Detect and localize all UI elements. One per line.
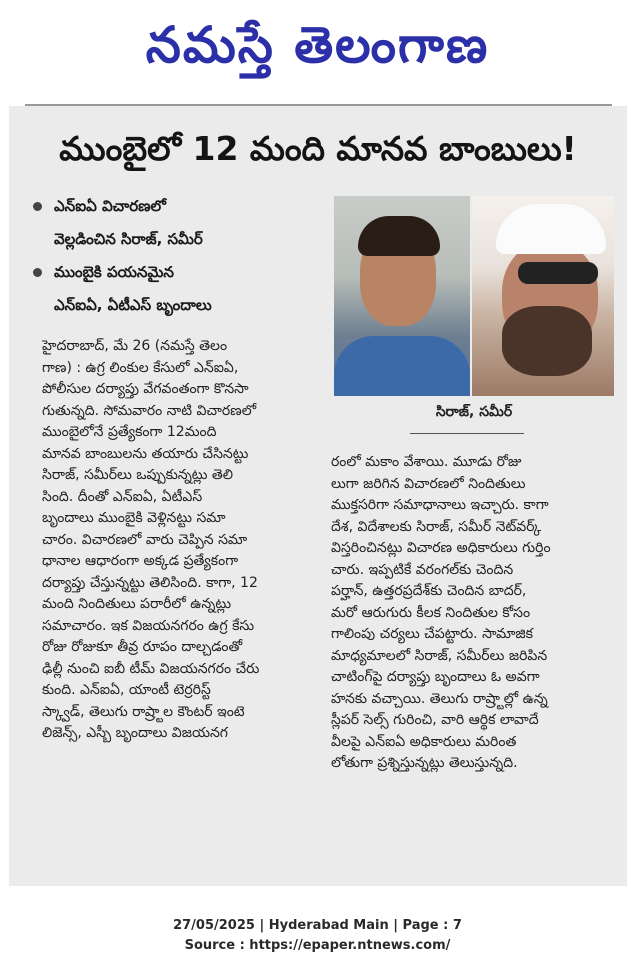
- bullet-dot-icon: [33, 202, 42, 211]
- bullet-item: [30, 256, 330, 322]
- text-line: ముక్తసరిగా సమాధానాలు ఇచ్చారు. కాగా: [331, 497, 549, 513]
- text-line: లోతుగా ప్రశ్నిస్తున్నట్లు తెలుస్తున్నది.: [331, 755, 518, 771]
- text-line: లిజెన్స్, ఎస్బీ బృందాలు విజయనగ: [42, 725, 228, 741]
- article-bullets: [30, 190, 330, 322]
- text-line: బృందాలు ముంబైకి వెళ్లినట్టు సమా: [42, 510, 226, 526]
- text-line: మరో ఆరుగురు కీలక నిందితుల కోసం: [331, 604, 531, 621]
- text-line: గాణ) : ఉగ్ర లింకుల కేసులో ఎన్ఐఏ,: [42, 359, 239, 376]
- text-line: హైదరాబాద్, మే 26 (నమస్తే తెలం: [42, 338, 228, 354]
- text-line: మంది నిందితులు పరారీలో ఉన్నట్లు: [42, 596, 232, 612]
- text-line: పోలీసుల దర్యాప్తు వేగవంతంగా కొనసా: [42, 381, 249, 397]
- bullet-dot-icon: [33, 268, 42, 277]
- masthead: [0, 2, 635, 88]
- article-column-1: [42, 336, 324, 745]
- photo-caption: సిరాజ్, సమీర్: [435, 404, 513, 420]
- text-line: సమాచారం. ఇక విజయనగరం ఉగ్ర కేసు: [42, 617, 255, 634]
- text-line: గుతున్నది. సోమవారం నాటి విచారణలో: [42, 402, 257, 419]
- article-column-2: [331, 452, 613, 775]
- text-line: కుంది. ఎన్ఐఏ, యాంటీ టెర్రరిస్ట్: [42, 682, 211, 698]
- text-line: దేశ, విదేశాలకు సిరాజ్, సమీర్ నెట్‌వర్క్: [331, 518, 542, 535]
- text-line: చారు. ఇప్పటికే వరంగల్‌కు చెందిన: [331, 561, 514, 578]
- photo-siraj: [334, 196, 470, 396]
- text-line: వీలపై ఎన్ఐఏ అధికారులు మరింత: [331, 733, 517, 750]
- text-line: సింది. దీంతో ఎన్ఐఏ, ఏటీఎస్: [42, 488, 203, 505]
- text-line: రంలో మకాం వేశాయి. మూడు రోజు: [331, 454, 522, 470]
- photo-sameer: [472, 196, 614, 396]
- text-line: స్క్వాడ్, తెలుగు రాష్ర్టాల కౌంటర్ ఇంటె: [42, 703, 245, 720]
- text-line: మాధ్యమాలలో సిరాజ్, సమీర్‌లు జరిపిన: [331, 647, 548, 664]
- page-footer: [0, 916, 635, 956]
- bullet-item: [30, 190, 330, 256]
- article-photo: [334, 196, 614, 396]
- text-line: లుగా జరిగిన విచారణలో నిందితులు: [331, 475, 526, 492]
- source-link[interactable]: Source : https://epaper.ntnews.com/: [184, 938, 451, 953]
- bullet-line: వెల్లడించిన సిరాజ్, సమీర్: [54, 230, 203, 248]
- text-line: గాలింపు చర్యలు చేపట్టారు. సామాజిక: [331, 626, 533, 642]
- text-line: విస్తరించినట్లు విచారణ అధికారులు గుర్తిం: [331, 540, 551, 556]
- text-line: సిరాజ్, సమీర్‌లు ఒప్పుకున్నట్లు తెలి: [42, 467, 234, 483]
- text-line: స్లీపర్ సెల్స్ గురించి, వారి ఆర్థిక లావాదే: [331, 712, 539, 728]
- edition-info: 27/05/2025 | Hyderabad Main | Page : 7: [173, 918, 462, 933]
- text-line: ముంబైలోనే ప్రత్యేకంగా 12మంది: [42, 424, 217, 440]
- text-line: పర్హాన్, ఉత్తరప్రదేశ్‌కు చెందిన బాదర్,: [331, 583, 527, 599]
- text-line: మానవ బాంబులను తయారు చేసినట్టు: [42, 445, 249, 462]
- text-line: చారం. విచారణలో వారు చెప్పిన సమా: [42, 531, 248, 548]
- bullet-line: ఎన్ఐఏ విచారణలో: [54, 197, 166, 215]
- bullet-line: ముంబైకి పయనమైన: [54, 263, 174, 281]
- text-line: దర్యాప్తు చేస్తున్నట్టు తెలిసింది. కాగా, 12: [42, 574, 258, 591]
- text-line: ఢిల్లీ నుంచి ఐబీ టీమ్ విజయనగరం చేరు: [42, 660, 260, 677]
- text-line: హనకు వచ్చాయి. తెలుగు రాష్ర్టాల్లో ఉన్న: [331, 690, 548, 707]
- caption-underline: [410, 433, 524, 434]
- article-headline: ముంబైలో 12 మంది మానవ బాంబులు!: [59, 129, 577, 168]
- text-line: రోజు రోజుకూ తీవ్ర రూపం దాల్చడంతో: [42, 639, 243, 655]
- text-line: చాటింగ్‌పై దర్యాప్తు బృందాలు ఓ అవగా: [331, 669, 540, 685]
- bullet-line: ఎన్ఐఏ, ఏటీఎస్ బృందాలు: [54, 296, 212, 314]
- newspaper-logo: నమస్తే తెలంగాణ: [145, 16, 490, 74]
- text-line: ధానాల ఆధారంగా అక్కడ ప్రత్యేకంగా: [42, 553, 239, 569]
